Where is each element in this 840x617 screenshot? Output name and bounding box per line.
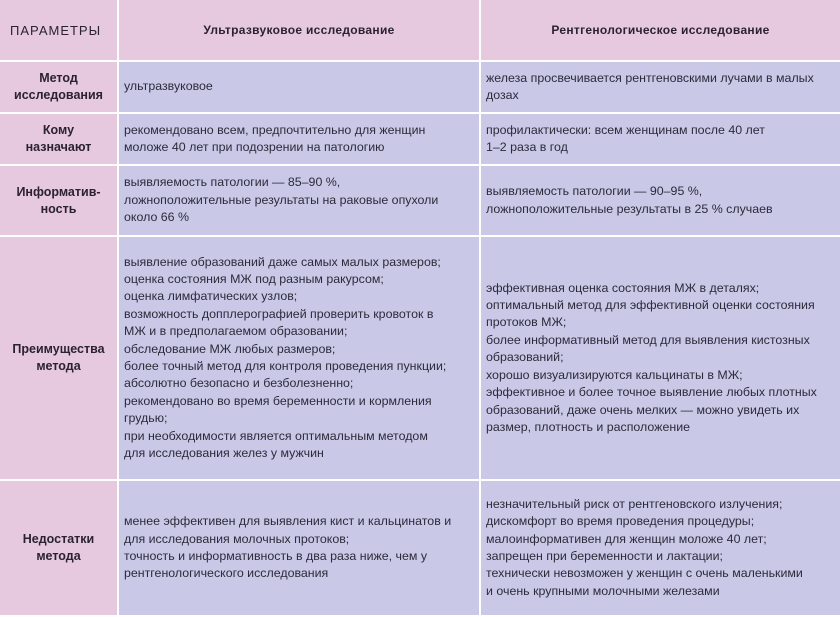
header-ultrasound: Ультразвуковое исследование — [119, 0, 481, 62]
text-line: эффективное и более точное выявление любых плотных — [486, 385, 817, 400]
param-line: назначают — [25, 140, 92, 154]
text-line: менее эффективен для выявления кист и кальцинатов и — [124, 514, 452, 529]
param-line: Недостатки — [22, 532, 95, 546]
text-line: около 66 % — [124, 210, 190, 225]
text-line: дискомфорт во время проведения процедуры; — [486, 514, 755, 529]
table-row — [0, 481, 840, 617]
text-line: дозах — [486, 88, 519, 102]
table-row — [0, 114, 840, 166]
text-line: оценка состояния МЖ под разным ракурсом; — [124, 271, 384, 286]
text-line: более информативный метод для выявления кистозных — [486, 332, 810, 347]
text-line: оценка лимфатических узлов; — [124, 289, 298, 304]
text-line: выявляемость патологии — 90–95 %, — [486, 184, 703, 199]
header-params: ПАРАМЕТРЫ — [0, 0, 119, 62]
param-cell — [0, 62, 119, 114]
param-cell — [0, 114, 119, 166]
text-line: ложноположительные результаты на раковые опухоли — [124, 192, 439, 207]
table-row — [0, 62, 840, 114]
ultrasound-cell — [119, 481, 481, 617]
text-line: при необходимости является оптимальным методом — [124, 428, 428, 443]
param-line: Информатив- — [16, 184, 101, 199]
xray-cell — [481, 62, 840, 114]
text-line: оптимальный метод для эффективной оценки состояния — [486, 298, 815, 313]
text-line: точность и информативность в два раза ниже, чем у — [124, 549, 428, 563]
ultrasound-cell — [119, 237, 481, 481]
xray-cell — [481, 114, 840, 166]
text-line: абсолютно безопасно и безболезненно; — [124, 376, 354, 391]
xray-cell — [481, 166, 840, 237]
header-row — [0, 0, 840, 62]
param-cell — [0, 237, 119, 481]
param-line: метода — [36, 359, 81, 373]
ultrasound-cell — [119, 62, 481, 114]
text-line: железа просвечивается рентгеновскими лучами в малых — [486, 70, 814, 85]
param-line: ность — [40, 201, 77, 216]
text-line: рекомендовано во время беременности и кормления — [124, 393, 432, 408]
text-line: выявление образований даже самых малых размеров; — [124, 254, 441, 269]
text-line: грудью; — [124, 411, 168, 426]
text-line: и очень крупными молочными железами — [486, 583, 720, 598]
text-line: ложноположительные результаты в 25 % случаев — [486, 201, 773, 216]
param-cell — [0, 166, 119, 237]
text-line: протоков МЖ; — [486, 315, 567, 330]
param-line: Метод — [39, 71, 78, 85]
xray-cell — [481, 481, 840, 617]
ultrasound-cell — [119, 166, 481, 237]
ultrasound-cell — [119, 114, 481, 166]
text-line: образований; — [486, 350, 564, 365]
text-line: технически невозможен у женщин с очень маленькими — [486, 566, 803, 581]
param-line: метода — [36, 549, 81, 563]
table-row — [0, 237, 840, 481]
text-line: размер, плотность и расположение — [486, 419, 691, 434]
text-line: для исследования молочных протоков; — [124, 531, 350, 546]
text-line: для исследования желез у мужчин — [124, 446, 324, 461]
text-line: возможность допплерографией проверить кровоток в — [124, 306, 434, 321]
param-line: Преимущества — [12, 342, 105, 356]
text-line: 1–2 раза в год — [486, 140, 568, 154]
param-line: Кому — [42, 123, 75, 137]
text-line: запрещен при беременности и лактации; — [486, 549, 723, 563]
text-line: обследование МЖ любых размеров; — [124, 341, 336, 356]
text-line: профилактически: всем женщинам после 40 лет — [486, 122, 765, 137]
text-line: рекомендовано всем, предпочтительно для женщин — [124, 122, 426, 137]
xray-cell — [481, 237, 840, 481]
header-xray: Рентгенологическое исследование — [481, 0, 840, 62]
param-line: исследования — [14, 88, 103, 102]
text-line: хорошо визуализируются кальцинаты в МЖ; — [486, 367, 743, 382]
text-line: незначительный риск от рентгеновского излучения; — [486, 496, 783, 511]
text-line: рентгенологического исследования — [124, 566, 329, 581]
text-line: ультразвуковое — [124, 79, 213, 94]
text-line: более точный метод для контроля проведения пункции; — [124, 359, 447, 373]
text-line: эффективная оценка состояния МЖ в деталях; — [486, 280, 760, 295]
text-line: малоинформативен для женщин моложе 40 лет; — [486, 531, 767, 546]
table-row — [0, 166, 840, 237]
text-line: образований, даже очень мелких — можно увидеть их — [486, 402, 800, 417]
text-line: моложе 40 лет при подозрении на патологию — [124, 140, 385, 154]
param-cell — [0, 481, 119, 617]
text-line: выявляемость патологии — 85–90 %, — [124, 175, 341, 190]
text-line: МЖ и в предполагаемом образовании; — [124, 324, 348, 339]
